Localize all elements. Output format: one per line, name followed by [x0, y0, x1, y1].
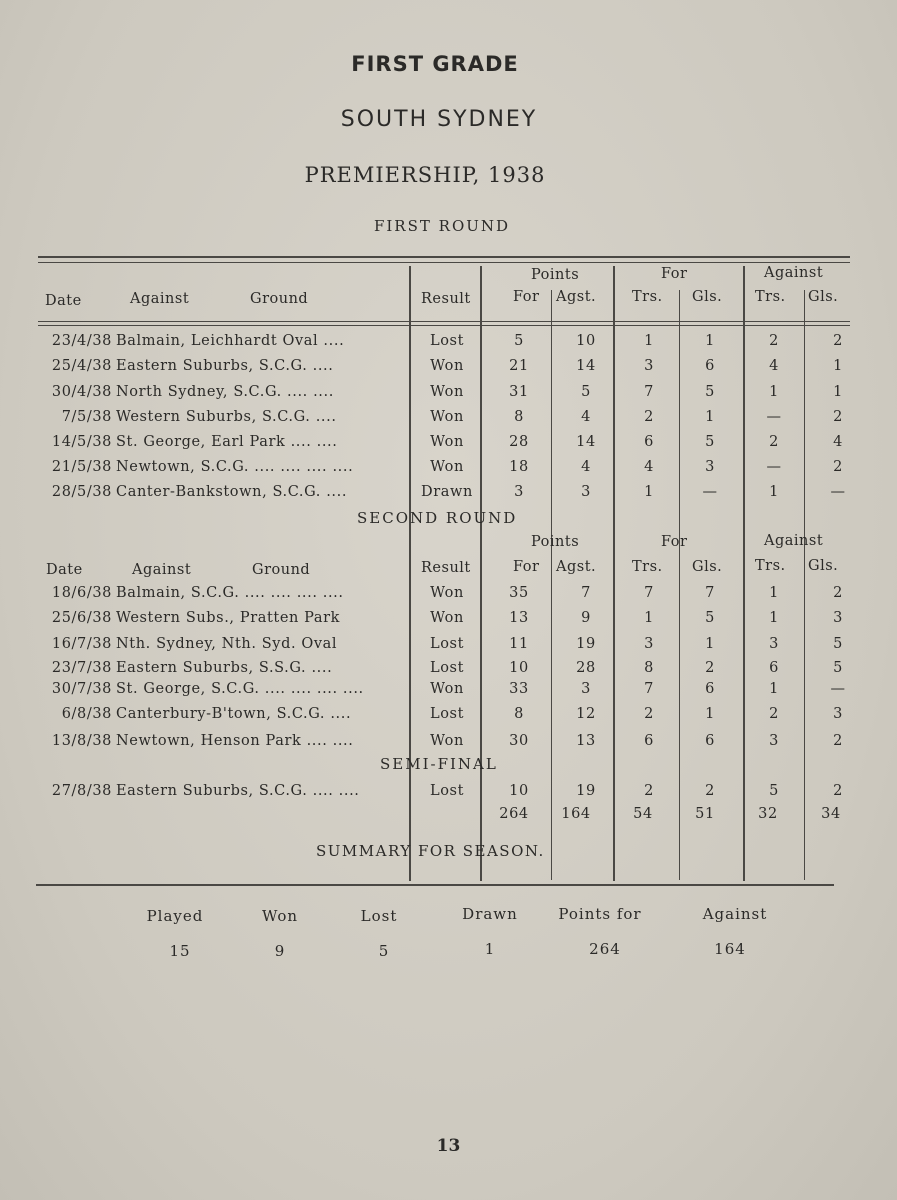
match-date: 30/7/38 [51, 681, 112, 697]
match-result: Lost [429, 783, 465, 799]
header-against-gls: Gls. [808, 289, 839, 305]
match-result: Lost [429, 636, 465, 652]
points-against: 14 [576, 434, 596, 450]
points-against: 28 [576, 660, 596, 676]
summary-value-won: 9 [274, 942, 286, 960]
points-for: 3 [514, 484, 524, 500]
match-opponent-ground: Nth. Sydney, Nth. Syd. Oval [116, 636, 338, 652]
header-for-gls-2: Gls. [692, 559, 723, 575]
for-goals: 1 [705, 706, 715, 722]
match-date: 16/7/38 [51, 636, 112, 652]
points-against: 10 [576, 333, 596, 349]
match-date: 25/6/38 [51, 610, 112, 626]
against-goals: 4 [833, 434, 843, 450]
column-divider-for [613, 266, 615, 881]
second-round-heading: SECOND ROUND [357, 509, 518, 527]
header-points-agst-2: Agst. [556, 559, 597, 575]
summary-value-drawn: 1 [484, 940, 496, 958]
match-opponent-ground: Eastern Suburbs, S.S.G. .... [116, 660, 333, 676]
for-goals: 5 [705, 384, 715, 400]
match-opponent-ground: St. George, Earl Park .... .... [116, 434, 338, 450]
points-for: 8 [514, 706, 524, 722]
summary-label-lost: Lost [360, 907, 398, 925]
match-opponent-ground: St. George, S.C.G. .... .... .... .... [116, 681, 364, 697]
for-tries: 8 [644, 660, 654, 676]
points-against: 3 [581, 681, 591, 697]
points-for: 8 [514, 409, 524, 425]
match-opponent-ground: Western Suburbs, S.C.G. .... [116, 409, 337, 425]
points-against: 19 [576, 636, 596, 652]
match-date: 18/6/38 [51, 585, 112, 601]
points-against: 7 [581, 585, 591, 601]
match-result: Drawn [421, 484, 473, 500]
match-opponent-ground: Eastern Suburbs, S.C.G. .... [116, 358, 334, 374]
points-against: 4 [581, 409, 591, 425]
match-opponent-ground: North Sydney, S.C.G. .... .... [116, 384, 334, 400]
header-for-gls: Gls. [692, 289, 723, 305]
header-ground-2: Ground [252, 562, 311, 578]
against-tries: 2 [769, 434, 779, 450]
total-against-trs: 32 [758, 806, 778, 822]
header-for-group: For [661, 266, 688, 282]
team-name: SOUTH SYDNEY [340, 107, 538, 132]
against-goals: 2 [833, 459, 843, 475]
column-divider-for-mid [679, 290, 680, 880]
for-goals: 6 [705, 358, 715, 374]
match-date: 21/5/38 [51, 459, 112, 475]
points-for: 10 [509, 660, 529, 676]
points-against: 9 [581, 610, 591, 626]
match-date: 6/8/38 [61, 706, 112, 722]
points-for: 5 [514, 333, 524, 349]
match-opponent-ground: Canter-Bankstown, S.C.G. .... [116, 484, 348, 500]
points-for: 31 [509, 384, 529, 400]
match-date: 27/8/38 [51, 783, 112, 799]
points-for: 30 [509, 733, 529, 749]
header-for-trs: Trs. [632, 289, 663, 305]
match-date: 13/8/38 [51, 733, 112, 749]
match-result: Won [430, 681, 464, 697]
match-opponent-ground: Newtown, Henson Park .... .... [116, 733, 354, 749]
header-against-trs-2: Trs. [755, 558, 786, 574]
header-points-for-2: For [513, 559, 540, 575]
summary-value-against: 164 [714, 940, 746, 958]
summary-label-against: Against [702, 905, 768, 923]
total-against-gls: 34 [821, 806, 841, 822]
against-goals: 2 [833, 783, 843, 799]
points-for: 33 [509, 681, 529, 697]
for-goals: 2 [705, 783, 715, 799]
header-points: Points [531, 267, 580, 283]
match-result: Won [430, 610, 464, 626]
page-number: 13 [436, 1136, 461, 1156]
header-against-group-2: Against [764, 533, 824, 549]
points-against: 14 [576, 358, 596, 374]
against-tries: 5 [769, 783, 779, 799]
header-result: Result [421, 291, 471, 307]
points-for: 18 [509, 459, 529, 475]
points-against: 12 [576, 706, 596, 722]
match-date: 23/4/38 [51, 333, 112, 349]
match-opponent-ground: Balmain, S.C.G. .... .... .... .... [116, 585, 344, 601]
match-result: Won [430, 585, 464, 601]
for-goals: 1 [705, 636, 715, 652]
header-against-trs: Trs. [755, 289, 786, 305]
match-result: Lost [429, 660, 465, 676]
column-divider-result [409, 266, 411, 881]
against-tries: 1 [769, 585, 779, 601]
header-points-2: Points [531, 534, 580, 550]
points-against: 4 [581, 459, 591, 475]
for-goals: 3 [705, 459, 715, 475]
first-round-heading: FIRST ROUND [373, 217, 511, 235]
for-tries: 6 [644, 434, 654, 450]
header-rule-thin [38, 325, 850, 326]
points-for: 28 [509, 434, 529, 450]
points-against: 5 [581, 384, 591, 400]
for-tries: 7 [644, 681, 654, 697]
against-goals: — [830, 681, 846, 697]
against-tries: — [766, 409, 782, 425]
for-tries: 4 [644, 459, 654, 475]
summary-rule [36, 884, 834, 886]
match-date: 30/4/38 [51, 384, 112, 400]
for-tries: 1 [644, 333, 654, 349]
against-goals: 3 [833, 706, 843, 722]
for-tries: 6 [644, 733, 654, 749]
match-opponent-ground: Balmain, Leichhardt Oval .... [116, 333, 345, 349]
points-for: 13 [509, 610, 529, 626]
points-for: 11 [509, 636, 529, 652]
against-tries: 3 [769, 636, 779, 652]
against-goals: 3 [833, 610, 843, 626]
for-goals: 2 [705, 660, 715, 676]
points-against: 13 [576, 733, 596, 749]
header-against-gls-2: Gls. [808, 558, 839, 574]
against-tries: — [766, 459, 782, 475]
for-goals: 5 [705, 434, 715, 450]
summary-heading: SUMMARY FOR SEASON. [316, 842, 545, 860]
against-goals: 1 [833, 358, 843, 374]
against-goals: 5 [833, 636, 843, 652]
match-date: 14/5/38 [51, 434, 112, 450]
match-opponent-ground: Canterbury-B'town, S.C.G. .... [116, 706, 352, 722]
match-date: 25/4/38 [51, 358, 112, 374]
for-goals: 6 [705, 733, 715, 749]
column-divider-against [743, 266, 745, 881]
against-goals: 2 [833, 733, 843, 749]
for-tries: 3 [644, 358, 654, 374]
for-goals: — [702, 484, 718, 500]
match-result: Won [430, 434, 464, 450]
points-against: 3 [581, 484, 591, 500]
against-tries: 3 [769, 733, 779, 749]
against-goals: 1 [833, 384, 843, 400]
header-against: Against [130, 291, 190, 307]
for-tries: 7 [644, 585, 654, 601]
against-goals: 2 [833, 409, 843, 425]
summary-label-won: Won [261, 907, 299, 925]
for-tries: 1 [644, 484, 654, 500]
column-divider-against-mid [804, 290, 805, 880]
for-tries: 2 [644, 706, 654, 722]
for-tries: 3 [644, 636, 654, 652]
match-result: Won [430, 733, 464, 749]
for-tries: 1 [644, 610, 654, 626]
match-result: Lost [429, 333, 465, 349]
against-goals: — [830, 484, 846, 500]
top-rule [38, 256, 850, 258]
header-against-group: Against [764, 265, 824, 281]
match-result: Won [430, 384, 464, 400]
header-for-trs-2: Trs. [632, 559, 663, 575]
match-opponent-ground: Eastern Suburbs, S.C.G. .... .... [116, 783, 360, 799]
for-goals: 6 [705, 681, 715, 697]
match-date: 23/7/38 [51, 660, 112, 676]
for-tries: 2 [644, 409, 654, 425]
header-against-2: Against [132, 562, 192, 578]
summary-label-points-for: Points for [558, 905, 642, 923]
against-tries: 2 [769, 706, 779, 722]
summary-label-drawn: Drawn [462, 905, 518, 923]
against-tries: 1 [769, 681, 779, 697]
match-result: Lost [429, 706, 465, 722]
header-ground: Ground [250, 291, 309, 307]
points-for: 10 [509, 783, 529, 799]
top-rule-thin [38, 262, 850, 263]
summary-label-played: Played [146, 907, 204, 925]
column-divider-points-mid [551, 290, 552, 880]
points-against: 19 [576, 783, 596, 799]
premiership-heading: PREMIERSHIP, 1938 [304, 163, 546, 187]
for-goals: 1 [705, 333, 715, 349]
for-tries: 2 [644, 783, 654, 799]
for-tries: 7 [644, 384, 654, 400]
match-opponent-ground: Newtown, S.C.G. .... .... .... .... [116, 459, 354, 475]
header-points-agst: Agst. [556, 289, 597, 305]
against-tries: 1 [769, 384, 779, 400]
against-tries: 6 [769, 660, 779, 676]
points-for: 21 [509, 358, 529, 374]
header-result-2: Result [421, 560, 471, 576]
against-tries: 1 [769, 610, 779, 626]
for-goals: 5 [705, 610, 715, 626]
total-for-gls: 51 [695, 806, 715, 822]
match-result: Won [430, 409, 464, 425]
summary-value-points-for: 264 [589, 940, 621, 958]
against-tries: 4 [769, 358, 779, 374]
match-result: Won [430, 459, 464, 475]
match-opponent-ground: Western Subs., Pratten Park [116, 610, 341, 626]
points-for: 35 [509, 585, 529, 601]
against-tries: 2 [769, 333, 779, 349]
summary-value-played: 15 [169, 942, 191, 960]
against-goals: 5 [833, 660, 843, 676]
against-goals: 2 [833, 333, 843, 349]
page-title: FIRST GRADE [351, 52, 519, 76]
against-goals: 2 [833, 585, 843, 601]
header-points-for: For [513, 289, 540, 305]
against-tries: 1 [769, 484, 779, 500]
match-date: 7/5/38 [61, 409, 112, 425]
header-rule [38, 321, 850, 322]
total-points-agst: 164 [561, 806, 591, 822]
summary-value-lost: 5 [378, 942, 390, 960]
total-points-for: 264 [499, 806, 529, 822]
header-date: Date [45, 293, 82, 309]
header-date-2: Date [46, 562, 83, 578]
semi-final-heading: SEMI-FINAL [380, 755, 498, 773]
match-date: 28/5/38 [51, 484, 112, 500]
header-for-group-2: For [661, 534, 688, 550]
total-for-trs: 54 [633, 806, 653, 822]
for-goals: 7 [705, 585, 715, 601]
match-result: Won [430, 358, 464, 374]
for-goals: 1 [705, 409, 715, 425]
